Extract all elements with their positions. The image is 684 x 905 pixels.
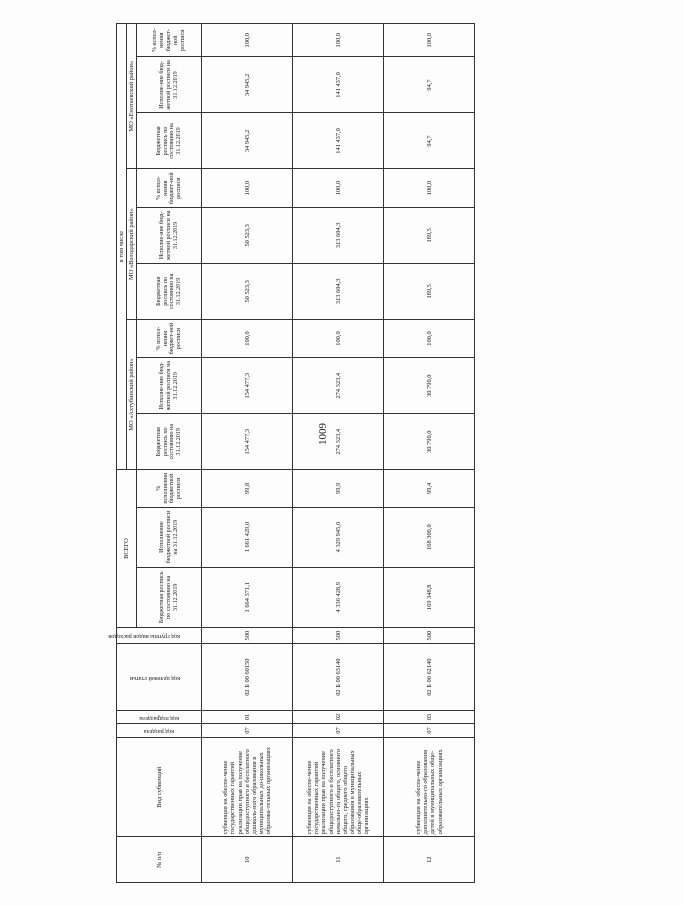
row-mo2-plan: 50 523,3: [202, 263, 293, 319]
row-section: 07: [202, 724, 293, 737]
row-mo3-plan: 141 437,0: [293, 113, 384, 169]
row-total-plan: 4 336 428,9: [293, 567, 384, 627]
row-mo3-pct: 100,0: [384, 24, 475, 57]
row-mo2-pct: 100,0: [384, 169, 475, 207]
header-target-label: код целевой статьи: [130, 674, 181, 682]
row-expgroup: 500: [202, 627, 293, 644]
row-mo3-exec: 34 945,2: [202, 57, 293, 113]
header-mo3-plan: Бюджетная роспись по состоянию на 31.12.2019: [137, 113, 202, 169]
row-mo2-plan: 313 604,3: [293, 263, 384, 319]
row-num: 11: [293, 837, 384, 883]
row-mo2-pct: 100,0: [293, 169, 384, 207]
row-mo2-exec: 189,5: [384, 207, 475, 263]
header-mo3: МО «Енотаевский район»: [127, 24, 137, 169]
row-kind: субвенция на обеспе-чение дополнительно-го образования детей в муниципальных обще-образовательных организациях: [384, 737, 475, 837]
row-kind: субвенция на обеспе-чение государственных гарантий реализации прав на получение общедоступного и бесплатного дошколь-ного образования в муниципальных до-школьных образова-тельных организациях: [202, 737, 293, 837]
header-target: [117, 644, 202, 710]
header-mo2: МО «Володарский район»: [127, 169, 137, 319]
header-including: в том числе: [117, 24, 127, 470]
header-mo2-plan: Бюджетная роспись по состоянию на 31.12.2019: [137, 263, 202, 319]
header-kind: Вид субвенций: [117, 737, 202, 837]
header-section-label: код раздела: [144, 728, 175, 736]
row-subsection: 02: [293, 710, 384, 723]
row-mo1-pct: 100,0: [202, 319, 293, 357]
header-mo2-exec: Исполне-ние бюд-жетной росписи на 31.12.2019: [137, 207, 202, 263]
row-mo1-exec: 30 790,0: [384, 358, 475, 414]
row-mo1-plan: 274 323,4: [293, 414, 384, 470]
header-expgroup-label: код группы видов расходов: [108, 633, 181, 641]
header-mo3-pct: % испол-нения бюджет-ной росписи: [137, 24, 202, 57]
row-mo1-exec: 154 477,3: [202, 358, 293, 414]
row-mo3-exec: 94,7: [384, 57, 475, 113]
row-mo1-pct: 100,0: [293, 319, 384, 357]
row-mo2-plan: 189,5: [384, 263, 475, 319]
page-number: 1009: [317, 423, 329, 445]
table-row: [384, 24, 475, 883]
row-subsection: 03: [384, 710, 475, 723]
header-mo2-pct: % испол-нения бюджет-ной росписи: [137, 169, 202, 207]
row-section: 07: [384, 724, 475, 737]
header-total-exec: Исполнение бюджетной росписи на 31.12.2019: [137, 507, 202, 567]
row-mo2-exec: 313 604,3: [293, 207, 384, 263]
row-expgroup: 500: [384, 627, 475, 644]
row-target: 02 Б 00 63140: [293, 644, 384, 710]
header-total: ВСЕГО: [117, 470, 137, 628]
row-expgroup: 500: [293, 627, 384, 644]
header-num: № п/п: [117, 837, 202, 883]
header-total-plan: Бюджетная роспись по состоянию на 31.12.2019: [137, 567, 202, 627]
row-total-pct: 99,8: [202, 470, 293, 507]
row-target: 02 Б 00 60150: [202, 644, 293, 710]
row-mo3-plan: 34 945,2: [202, 113, 293, 169]
header-mo3-exec: Исполне-ние бюд-жетной росписи на 31.12.2019: [137, 57, 202, 113]
row-total-exec: 4 329 945,0: [293, 507, 384, 567]
header-mo1-pct: % испол-нения бюджет-ной росписи: [137, 319, 202, 357]
row-num: 10: [202, 837, 293, 883]
header-subsection: [117, 710, 202, 723]
row-mo1-plan: 30 790,0: [384, 414, 475, 470]
row-total-exec: 1 661 429,0: [202, 507, 293, 567]
table-row: [293, 24, 384, 883]
row-target: 02 Б 00 62140: [384, 644, 475, 710]
header-mo1-plan: Бюджетная роспись по состоянию на 31.12.2019: [137, 414, 202, 470]
row-mo1-pct: 100,0: [384, 319, 475, 357]
row-kind: субвенция на обеспе-чение государственных гарантий реализации прав на получение общедоступного и бесплатного начально-го общего, основного общего, среднего общего образования в муниципальных обще-образовательных организациях: [293, 737, 384, 837]
header-subsection-label: код подраздела: [139, 714, 179, 722]
header-section: [117, 724, 202, 737]
header-expgroup: [108, 627, 202, 644]
row-mo1-exec: 274 323,4: [293, 358, 384, 414]
row-total-pct: 99,4: [384, 470, 475, 507]
header-mo1-exec: Исполне-ние бюд-жетной росписи на 31.12.2019: [137, 358, 202, 414]
row-num: 12: [384, 837, 475, 883]
row-total-exec: 168 309,0: [384, 507, 475, 567]
row-total-pct: 99,9: [293, 470, 384, 507]
table-row: [202, 24, 293, 883]
row-total-plan: 1 664 371,1: [202, 567, 293, 627]
header-total-pct: % исполнения бюджетной росписи: [137, 470, 202, 507]
row-section: 07: [293, 724, 384, 737]
row-mo3-pct: 100,0: [293, 24, 384, 57]
row-total-plan: 169 348,8: [384, 567, 475, 627]
row-mo3-exec: 141 437,0: [293, 57, 384, 113]
subventions-table: [108, 23, 475, 883]
row-mo3-pct: 100,0: [202, 24, 293, 57]
row-mo2-pct: 100,0: [202, 169, 293, 207]
row-mo1-plan: 154 477,3: [202, 414, 293, 470]
rotated-sheet: [108, 23, 684, 883]
row-subsection: 01: [202, 710, 293, 723]
row-mo2-exec: 50 523,3: [202, 207, 293, 263]
row-mo3-plan: 94,7: [384, 113, 475, 169]
header-mo1: МО «Ахтубинский район»: [127, 319, 137, 469]
